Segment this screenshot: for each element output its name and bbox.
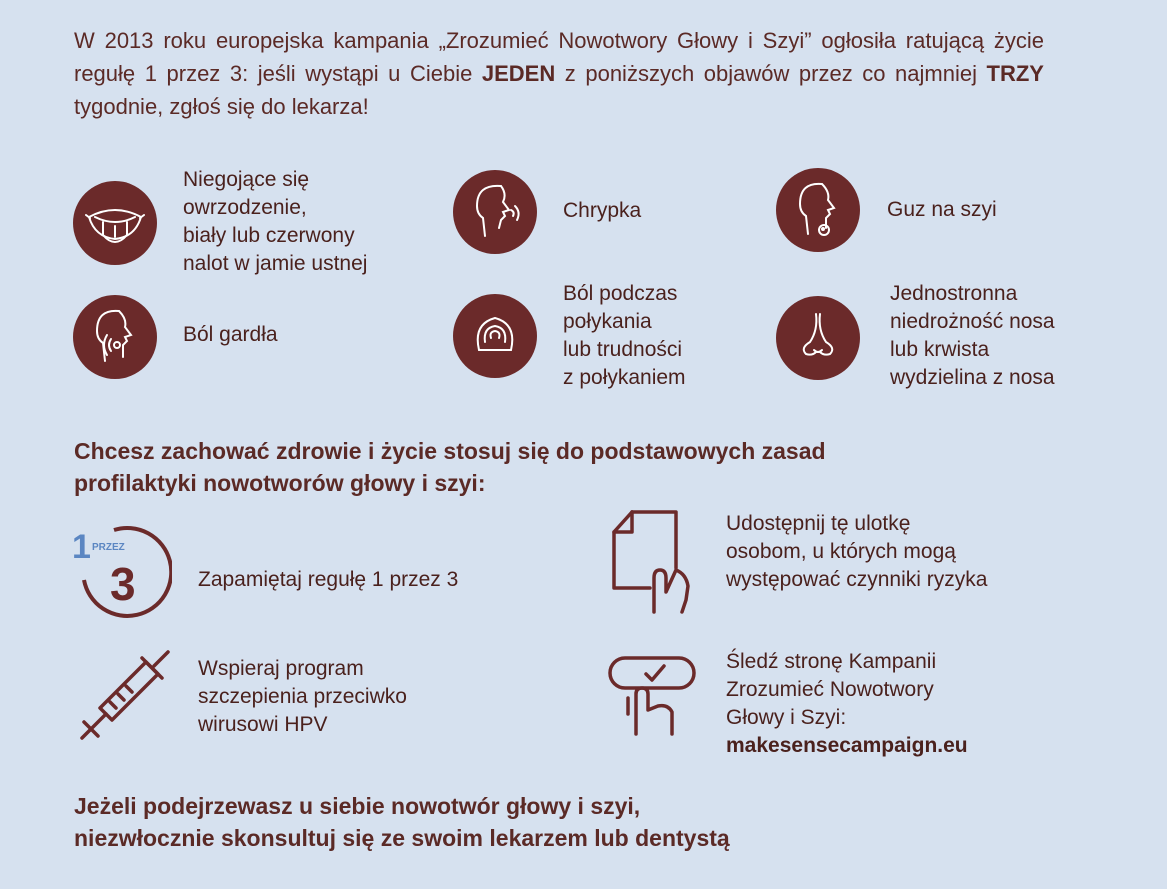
throat-pain-icon [73, 295, 157, 379]
prevention-heading [74, 435, 1074, 499]
voice-icon [453, 170, 537, 254]
tip-website-text [726, 648, 968, 760]
tip-share-text [726, 510, 987, 594]
badge-przez: PRZEZ [92, 542, 125, 553]
tip-line: Zapamiętaj regułę 1 przez 3 [198, 568, 459, 591]
nose-icon [776, 296, 860, 380]
symptom-sore-throat-text [183, 321, 278, 349]
closing-line: niezwłocznie skonsultuj się ze swoim lekarzem lub dentystą [74, 825, 730, 851]
symptom-nose-text [890, 280, 1055, 392]
symptom-line: niedrożność nosa [890, 310, 1055, 333]
tip-rule-text [198, 566, 458, 594]
symptom-line: Ból gardła [183, 323, 278, 346]
tip-line: osobom, u których mogą [726, 540, 956, 563]
intro-text-1: W 2013 roku europejska kampania „Zrozumieć Nowotwory Głowy i Szyi” ogłosiła ratującą życie regułę 1 przez 3: jeśli wystąpi u Ciebie [74, 28, 1044, 86]
website-check-icon [606, 654, 698, 736]
intro-bold-jeden: JEDEN [481, 61, 556, 86]
closing-line: Jeżeli podejrzewasz u siebie nowotwór głowy i szyi, [74, 793, 641, 819]
badge-one: 1 [72, 528, 91, 566]
symptom-line: biały lub czerwony [183, 224, 355, 247]
symptom-swallow-text [563, 280, 686, 392]
swallow-icon [453, 294, 537, 378]
tip-line: Zrozumieć Nowotwory [726, 678, 934, 701]
heading-line: Chcesz zachować zdrowie i życie stosuj się do podstawowych zasad [74, 438, 826, 464]
symptom-line: Chrypka [563, 199, 642, 222]
intro-paragraph [74, 24, 1044, 123]
symptom-line: Niegojące się [183, 168, 310, 191]
symptom-line: nalot w jamie ustnej [183, 252, 368, 275]
closing-message [74, 790, 1074, 854]
symptom-line: lub krwista [890, 338, 990, 361]
symptom-line: Ból podczas [563, 282, 678, 305]
symptom-line: wydzielina z nosa [890, 366, 1055, 389]
intro-text-2: z poniższych objawów przez co najmniej [555, 61, 987, 86]
symptom-line: Guz na szyi [887, 198, 997, 221]
tip-line: szczepienia przeciwko [198, 685, 407, 708]
symptom-ulcer-text [183, 166, 367, 278]
one-by-three-icon [72, 518, 172, 628]
tip-line: Śledź stronę Kampanii [726, 650, 937, 673]
symptom-line: Jednostronna [890, 282, 1018, 305]
symptom-hoarseness-text [563, 197, 641, 225]
share-leaflet-icon [610, 508, 694, 616]
intro-text-3: tygodnie, zgłoś się do lekarza! [74, 94, 369, 119]
neck-lump-icon [776, 168, 860, 252]
badge-three: 3 [110, 558, 136, 610]
symptom-neck-lump-text [887, 196, 997, 224]
symptom-line: lub trudności [563, 338, 683, 361]
intro-bold-trzy: TRZY [986, 61, 1044, 86]
symptom-line: z połykaniem [563, 366, 686, 389]
tip-line: występować czynniki ryzyka [726, 568, 988, 591]
tip-line: wirusowi HPV [198, 713, 328, 736]
symptom-line: połykania [563, 310, 652, 333]
tip-line: Głowy i Szyi: [726, 706, 847, 729]
campaign-link[interactable]: makesensecampaign.eu [726, 734, 968, 757]
syringe-icon [76, 648, 172, 744]
tip-line: Wspieraj program [198, 657, 364, 680]
tip-line: Udostępnij tę ulotkę [726, 512, 911, 535]
symptom-line: owrzodzenie, [183, 196, 307, 219]
tongue-icon [73, 181, 157, 265]
tip-hpv-text [198, 655, 407, 739]
heading-line: profilaktyki nowotworów głowy i szyi: [74, 470, 486, 496]
